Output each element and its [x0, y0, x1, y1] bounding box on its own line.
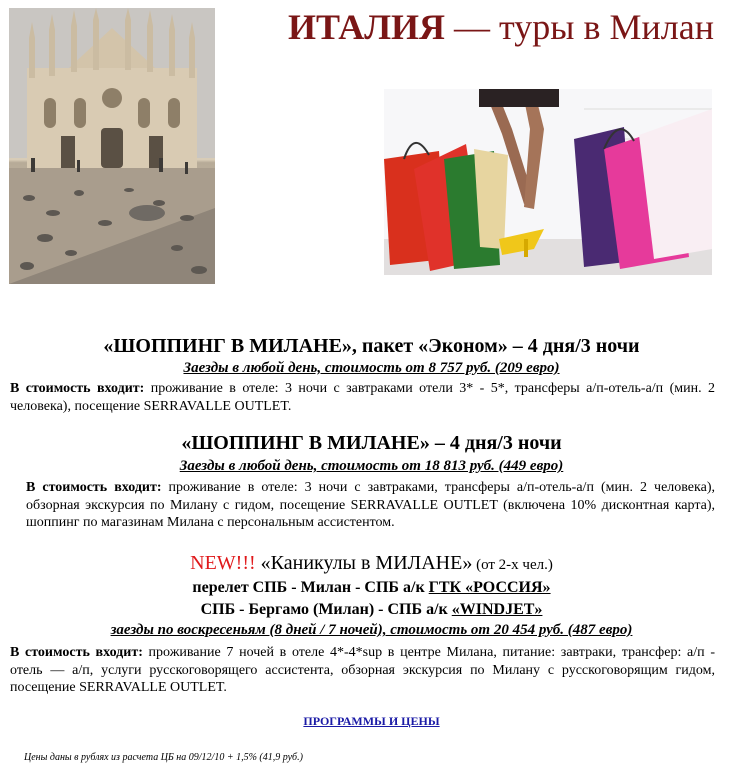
flight-1-carrier: ГТК «РОССИЯ» [428, 579, 551, 596]
offer-2-description [26, 479, 715, 532]
page-title-rest: — туры в Милан [445, 7, 714, 47]
offer-2-duration: – 4 дня/3 ночи [429, 432, 562, 454]
page-title [288, 6, 714, 48]
special-price: заезды по воскресеньям (8 дней / 7 ночей), стоимость от 20 454 руб. (487 евро) [110, 622, 633, 638]
flight-line-2 [0, 601, 743, 619]
flight-line-1 [0, 579, 743, 597]
offer-2-heading [0, 432, 743, 455]
duomo-photo-art [9, 8, 215, 284]
offer-1-title: «ШОППИНГ В МИЛАНЕ», пакет «Эконом» [103, 335, 508, 357]
offer-1-price: Заезды в любой день, стоимость от 8 757 руб. (209 евро) [183, 360, 560, 376]
programs-link-wrap [0, 714, 743, 729]
offer-1-includes-label: В стоимость входит: [10, 381, 145, 396]
offer-1-heading [0, 335, 743, 358]
offer-1-description [10, 380, 715, 415]
flight-2-text: СПБ - Бергамо (Милан) - СПБ а/к [200, 601, 452, 618]
special-title: «Каникулы в МИЛАНЕ» [255, 552, 473, 574]
shopping-photo [384, 89, 712, 275]
offer-2-title: «ШОППИНГ В МИЛАНЕ» [181, 432, 430, 454]
page-title-bold: ИТАЛИЯ [288, 7, 446, 47]
offer-1-duration: – 4 дня/3 ночи [507, 335, 640, 357]
flight-2-carrier: «WINDJET» [451, 601, 543, 618]
special-heading [0, 552, 743, 575]
special-persons: (от 2-х чел.) [472, 557, 553, 573]
shopping-photo-art [384, 89, 712, 275]
offer-2-includes-label: В стоимость входит: [26, 480, 162, 495]
offer-1-includes-text: проживание в отеле: 3 ночи с завтраками отели 3* - 5*, трансферы а/п-отель-а/п (мин. 2 человека), посещение SERRAVALLE OUTLET. [10, 381, 716, 414]
special-description [10, 644, 715, 697]
flight-1-text: перелет СПБ - Милан - СПБ а/к [192, 579, 429, 596]
special-includes-label: В стоимость входит: [10, 645, 143, 660]
duomo-photo [9, 8, 215, 284]
new-badge: NEW!!! [190, 552, 256, 574]
offer-2-includes-text: проживание в отеле: 3 ночи с завтраками, трансферы а/п-отель-а/п (мин. 2 человека), обзорная экскурсия по Милану с гидом, посещение SERRAVALLE OUTLET (включена 10% дисконтная карта), шоппинг по магазинам Милана с персональным ассистентом. [26, 480, 715, 530]
price-footnote: Цены даны в рублях из расчета ЦБ на 09/12/10 + 1,5% (41,9 руб.) [24, 752, 303, 763]
programs-link[interactable]: ПРОГРАММЫ И ЦЕНЫ [303, 714, 440, 728]
offer-2-price: Заезды в любой день, стоимость от 18 813 руб. (449 евро) [179, 458, 564, 474]
special-includes-text: проживание 7 ночей в отеле 4*-4*sup в центре Милана, питание: завтраки, трансфер: а/п - отель — а/п, услуги русскоговорящего ассистента, обзорная экскурсия по Милану с русскоговорящим гидом, посещение SERRAVALLE OUTLET. [10, 645, 715, 695]
